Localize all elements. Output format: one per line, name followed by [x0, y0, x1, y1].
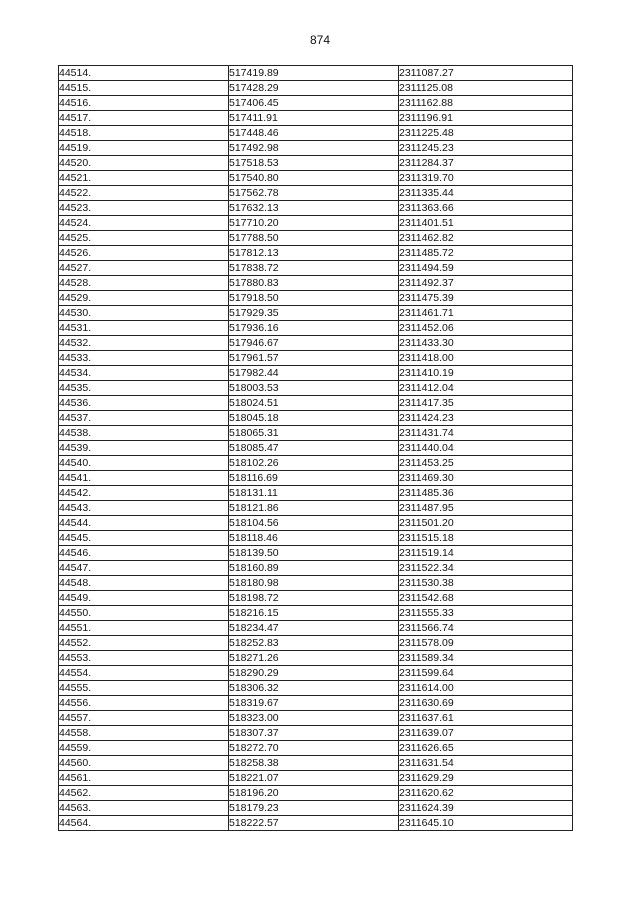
- y-coordinate-cell: 2311410.19: [399, 366, 573, 381]
- point-index-cell: 44540.: [59, 456, 229, 471]
- x-coordinate-cell: 518003.53: [229, 381, 399, 396]
- point-index-cell: 44550.: [59, 606, 229, 621]
- table-row: [59, 426, 573, 441]
- point-index-cell: 44527.: [59, 261, 229, 276]
- y-coordinate-cell: 2311363.66: [399, 201, 573, 216]
- y-coordinate-cell: 2311475.39: [399, 291, 573, 306]
- point-index-cell: 44534.: [59, 366, 229, 381]
- x-coordinate-cell: 517406.45: [229, 96, 399, 111]
- point-index-cell: 44549.: [59, 591, 229, 606]
- point-index-cell: 44546.: [59, 546, 229, 561]
- point-index-cell: 44523.: [59, 201, 229, 216]
- point-index-cell: 44542.: [59, 486, 229, 501]
- point-index-cell: 44521.: [59, 171, 229, 186]
- x-coordinate-cell: 518271.26: [229, 651, 399, 666]
- table-row: [59, 546, 573, 561]
- y-coordinate-cell: 2311452.06: [399, 321, 573, 336]
- table-row: [59, 171, 573, 186]
- y-coordinate-cell: 2311469.30: [399, 471, 573, 486]
- x-coordinate-cell: 518222.57: [229, 816, 399, 831]
- y-coordinate-cell: 2311453.25: [399, 456, 573, 471]
- point-index-cell: 44547.: [59, 561, 229, 576]
- y-coordinate-cell: 2311433.30: [399, 336, 573, 351]
- point-index-cell: 44533.: [59, 351, 229, 366]
- y-coordinate-cell: 2311578.09: [399, 636, 573, 651]
- y-coordinate-cell: 2311522.34: [399, 561, 573, 576]
- y-coordinate-cell: 2311492.37: [399, 276, 573, 291]
- y-coordinate-cell: 2311630.69: [399, 696, 573, 711]
- table-row: [59, 261, 573, 276]
- point-index-cell: 44556.: [59, 696, 229, 711]
- x-coordinate-cell: 518085.47: [229, 441, 399, 456]
- x-coordinate-cell: 517518.53: [229, 156, 399, 171]
- table-row: [59, 456, 573, 471]
- point-index-cell: 44530.: [59, 306, 229, 321]
- table-row: [59, 141, 573, 156]
- point-index-cell: 44528.: [59, 276, 229, 291]
- y-coordinate-cell: 2311440.04: [399, 441, 573, 456]
- point-index-cell: 44544.: [59, 516, 229, 531]
- point-index-cell: 44564.: [59, 816, 229, 831]
- y-coordinate-cell: 2311631.54: [399, 756, 573, 771]
- y-coordinate-cell: 2311626.65: [399, 741, 573, 756]
- x-coordinate-cell: 518118.46: [229, 531, 399, 546]
- point-index-cell: 44520.: [59, 156, 229, 171]
- x-coordinate-cell: 517838.72: [229, 261, 399, 276]
- point-index-cell: 44539.: [59, 441, 229, 456]
- table-row: [59, 516, 573, 531]
- y-coordinate-cell: 2311494.59: [399, 261, 573, 276]
- y-coordinate-cell: 2311284.37: [399, 156, 573, 171]
- point-index-cell: 44536.: [59, 396, 229, 411]
- table-row: [59, 246, 573, 261]
- x-coordinate-cell: 518104.56: [229, 516, 399, 531]
- y-coordinate-cell: 2311629.29: [399, 771, 573, 786]
- x-coordinate-cell: 518306.32: [229, 681, 399, 696]
- table-row: [59, 471, 573, 486]
- table-row: [59, 66, 573, 81]
- table-row: [59, 486, 573, 501]
- x-coordinate-cell: 517428.29: [229, 81, 399, 96]
- table-row: [59, 681, 573, 696]
- y-coordinate-cell: 2311401.51: [399, 216, 573, 231]
- y-coordinate-cell: 2311485.36: [399, 486, 573, 501]
- point-index-cell: 44514.: [59, 66, 229, 81]
- y-coordinate-cell: 2311087.27: [399, 66, 573, 81]
- x-coordinate-cell: 517632.13: [229, 201, 399, 216]
- y-coordinate-cell: 2311566.74: [399, 621, 573, 636]
- x-coordinate-cell: 517961.57: [229, 351, 399, 366]
- table-row: [59, 231, 573, 246]
- x-coordinate-cell: 517492.98: [229, 141, 399, 156]
- x-coordinate-cell: 518065.31: [229, 426, 399, 441]
- table-row: [59, 666, 573, 681]
- table-row: [59, 96, 573, 111]
- table-row: [59, 591, 573, 606]
- point-index-cell: 44529.: [59, 291, 229, 306]
- table-row: [59, 621, 573, 636]
- y-coordinate-cell: 2311589.34: [399, 651, 573, 666]
- y-coordinate-cell: 2311424.23: [399, 411, 573, 426]
- x-coordinate-cell: 517540.80: [229, 171, 399, 186]
- table-row: [59, 381, 573, 396]
- point-index-cell: 44557.: [59, 711, 229, 726]
- table-row: [59, 741, 573, 756]
- point-index-cell: 44531.: [59, 321, 229, 336]
- y-coordinate-cell: 2311485.72: [399, 246, 573, 261]
- y-coordinate-cell: 2311462.82: [399, 231, 573, 246]
- y-coordinate-cell: 2311225.48: [399, 126, 573, 141]
- x-coordinate-cell: 517946.67: [229, 336, 399, 351]
- y-coordinate-cell: 2311412.04: [399, 381, 573, 396]
- point-index-cell: 44552.: [59, 636, 229, 651]
- x-coordinate-cell: 517448.46: [229, 126, 399, 141]
- y-coordinate-cell: 2311555.33: [399, 606, 573, 621]
- x-coordinate-cell: 517880.83: [229, 276, 399, 291]
- x-coordinate-cell: 518196.20: [229, 786, 399, 801]
- table-row: [59, 276, 573, 291]
- y-coordinate-cell: 2311487.95: [399, 501, 573, 516]
- point-index-cell: 44548.: [59, 576, 229, 591]
- table-row: [59, 111, 573, 126]
- x-coordinate-cell: 518258.38: [229, 756, 399, 771]
- x-coordinate-cell: 517419.89: [229, 66, 399, 81]
- x-coordinate-cell: 517710.20: [229, 216, 399, 231]
- y-coordinate-cell: 2311245.23: [399, 141, 573, 156]
- y-coordinate-cell: 2311624.39: [399, 801, 573, 816]
- y-coordinate-cell: 2311519.14: [399, 546, 573, 561]
- point-index-cell: 44525.: [59, 231, 229, 246]
- x-coordinate-cell: 518272.70: [229, 741, 399, 756]
- point-index-cell: 44560.: [59, 756, 229, 771]
- x-coordinate-cell: 517411.91: [229, 111, 399, 126]
- table-row: [59, 756, 573, 771]
- point-index-cell: 44563.: [59, 801, 229, 816]
- x-coordinate-cell: 518198.72: [229, 591, 399, 606]
- y-coordinate-cell: 2311196.91: [399, 111, 573, 126]
- x-coordinate-cell: 518131.11: [229, 486, 399, 501]
- point-index-cell: 44543.: [59, 501, 229, 516]
- x-coordinate-cell: 518252.83: [229, 636, 399, 651]
- table-row: [59, 396, 573, 411]
- y-coordinate-cell: 2311530.38: [399, 576, 573, 591]
- x-coordinate-cell: 517929.35: [229, 306, 399, 321]
- point-index-cell: 44561.: [59, 771, 229, 786]
- point-index-cell: 44524.: [59, 216, 229, 231]
- y-coordinate-cell: 2311614.00: [399, 681, 573, 696]
- x-coordinate-cell: 517562.78: [229, 186, 399, 201]
- y-coordinate-cell: 2311645.10: [399, 816, 573, 831]
- y-coordinate-cell: 2311431.74: [399, 426, 573, 441]
- x-coordinate-cell: 518116.69: [229, 471, 399, 486]
- y-coordinate-cell: 2311125.08: [399, 81, 573, 96]
- coordinates-table: [58, 65, 573, 831]
- x-coordinate-cell: 518323.00: [229, 711, 399, 726]
- point-index-cell: 44518.: [59, 126, 229, 141]
- y-coordinate-cell: 2311335.44: [399, 186, 573, 201]
- table-row: [59, 411, 573, 426]
- table-row: [59, 201, 573, 216]
- table-row: [59, 651, 573, 666]
- point-index-cell: 44526.: [59, 246, 229, 261]
- table-row: [59, 636, 573, 651]
- table-row: [59, 696, 573, 711]
- y-coordinate-cell: 2311542.68: [399, 591, 573, 606]
- table-row: [59, 501, 573, 516]
- y-coordinate-cell: 2311319.70: [399, 171, 573, 186]
- table-row: [59, 576, 573, 591]
- point-index-cell: 44558.: [59, 726, 229, 741]
- y-coordinate-cell: 2311515.18: [399, 531, 573, 546]
- table-row: [59, 771, 573, 786]
- x-coordinate-cell: 518234.47: [229, 621, 399, 636]
- y-coordinate-cell: 2311620.62: [399, 786, 573, 801]
- y-coordinate-cell: 2311417.35: [399, 396, 573, 411]
- x-coordinate-cell: 518216.15: [229, 606, 399, 621]
- y-coordinate-cell: 2311599.64: [399, 666, 573, 681]
- table-row: [59, 366, 573, 381]
- point-index-cell: 44517.: [59, 111, 229, 126]
- x-coordinate-cell: 518024.51: [229, 396, 399, 411]
- table-row: [59, 336, 573, 351]
- x-coordinate-cell: 518319.67: [229, 696, 399, 711]
- coordinates-table-body: [59, 66, 573, 831]
- table-row: [59, 801, 573, 816]
- y-coordinate-cell: 2311461.71: [399, 306, 573, 321]
- y-coordinate-cell: 2311639.07: [399, 726, 573, 741]
- table-row: [59, 186, 573, 201]
- table-row: [59, 351, 573, 366]
- y-coordinate-cell: 2311637.61: [399, 711, 573, 726]
- table-row: [59, 786, 573, 801]
- table-row: [59, 321, 573, 336]
- table-row: [59, 156, 573, 171]
- point-index-cell: 44559.: [59, 741, 229, 756]
- table-row: [59, 711, 573, 726]
- x-coordinate-cell: 517812.13: [229, 246, 399, 261]
- table-row: [59, 816, 573, 831]
- x-coordinate-cell: 517788.50: [229, 231, 399, 246]
- x-coordinate-cell: 518307.37: [229, 726, 399, 741]
- table-row: [59, 441, 573, 456]
- point-index-cell: 44515.: [59, 81, 229, 96]
- x-coordinate-cell: 518160.89: [229, 561, 399, 576]
- point-index-cell: 44532.: [59, 336, 229, 351]
- point-index-cell: 44555.: [59, 681, 229, 696]
- point-index-cell: 44551.: [59, 621, 229, 636]
- y-coordinate-cell: 2311501.20: [399, 516, 573, 531]
- table-row: [59, 531, 573, 546]
- x-coordinate-cell: 518121.86: [229, 501, 399, 516]
- x-coordinate-cell: 518221.07: [229, 771, 399, 786]
- point-index-cell: 44554.: [59, 666, 229, 681]
- point-index-cell: 44516.: [59, 96, 229, 111]
- x-coordinate-cell: 517918.50: [229, 291, 399, 306]
- point-index-cell: 44562.: [59, 786, 229, 801]
- table-row: [59, 561, 573, 576]
- x-coordinate-cell: 518290.29: [229, 666, 399, 681]
- x-coordinate-cell: 518045.18: [229, 411, 399, 426]
- point-index-cell: 44519.: [59, 141, 229, 156]
- point-index-cell: 44553.: [59, 651, 229, 666]
- table-row: [59, 726, 573, 741]
- point-index-cell: 44545.: [59, 531, 229, 546]
- x-coordinate-cell: 518102.26: [229, 456, 399, 471]
- table-row: [59, 291, 573, 306]
- y-coordinate-cell: 2311418.00: [399, 351, 573, 366]
- point-index-cell: 44522.: [59, 186, 229, 201]
- point-index-cell: 44535.: [59, 381, 229, 396]
- x-coordinate-cell: 518179.23: [229, 801, 399, 816]
- point-index-cell: 44537.: [59, 411, 229, 426]
- page-number: 874: [309, 33, 331, 47]
- x-coordinate-cell: 517936.16: [229, 321, 399, 336]
- table-row: [59, 306, 573, 321]
- point-index-cell: 44538.: [59, 426, 229, 441]
- table-row: [59, 126, 573, 141]
- table-row: [59, 216, 573, 231]
- x-coordinate-cell: 518139.50: [229, 546, 399, 561]
- table-row: [59, 606, 573, 621]
- table-row: [59, 81, 573, 96]
- point-index-cell: 44541.: [59, 471, 229, 486]
- y-coordinate-cell: 2311162.88: [399, 96, 573, 111]
- x-coordinate-cell: 517982.44: [229, 366, 399, 381]
- x-coordinate-cell: 518180.98: [229, 576, 399, 591]
